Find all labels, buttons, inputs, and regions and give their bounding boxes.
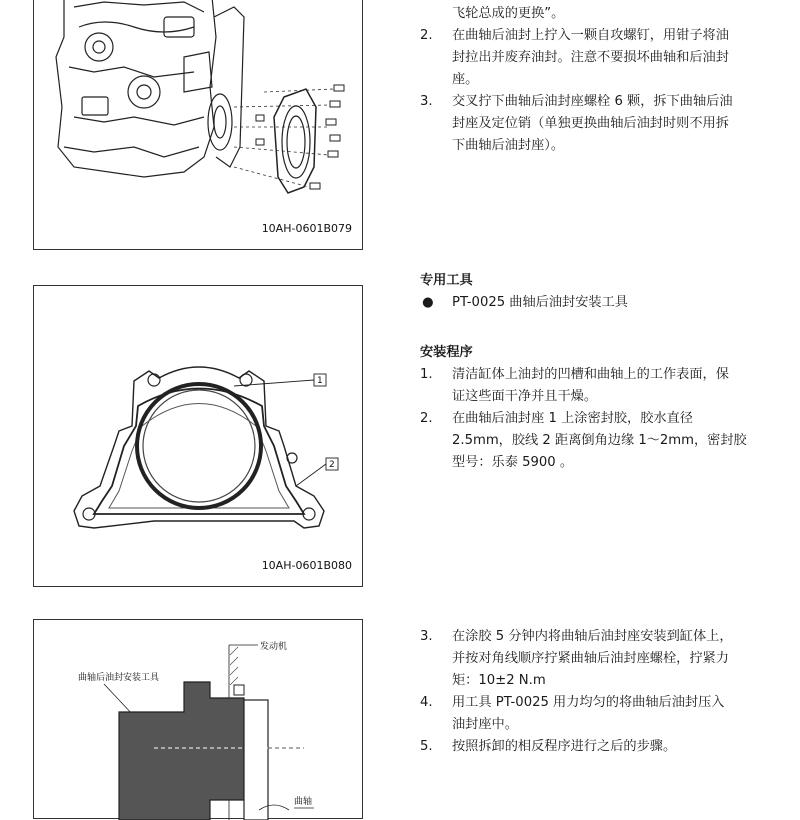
removal-step-3: 3. 交叉拧下曲轴后油封座螺栓 6 颗，拆下曲轴后油 封座及定位销（单独更换曲轴后油封时则不用拆 下曲轴后油封座）。 (420, 94, 733, 153)
figure-caption: 10AH-0601B080 (261, 559, 352, 572)
install-step-5: 5. 按照拆卸的相反程序进行之后的步骤。 (420, 739, 677, 754)
figure-caption: 10AH-0601B079 (261, 222, 352, 235)
tool-item: ● PT-0025 曲轴后油封安装工具 (420, 292, 780, 314)
figure-seal-seat (33, 285, 363, 587)
bullet-icon: ● (422, 295, 434, 310)
install-heading: 安装程序 (420, 345, 473, 360)
callout-1: 1 (317, 376, 323, 386)
figure-engine-block (33, 0, 363, 250)
install-section-continued (420, 626, 780, 758)
install-step-3: 3. 在涂胶 5 分钟内将曲轴后油封座安装到缸体上， 并按对角线顺序拧紧曲轴后油封座螺栓，拧紧力 矩：10±2 N.m (420, 629, 733, 688)
removal-step-2: 2. 在曲轴后油封上拧入一颗自攻螺钉，用钳子将油 封拉出并废弃油封。注意不要损坏曲轴和后油封 座。 (420, 28, 729, 87)
callout-2: 2 (329, 460, 335, 470)
install-step-4: 4. 用工具 PT-0025 用力均匀的将曲轴后油封压入 油封座中。 (420, 695, 725, 732)
install-step-1: 1. 清洁缸体上油封的凹槽和曲轴上的工作表面，保 证这些面干净并且干燥。 (420, 367, 729, 404)
seal-seat-illustration (34, 286, 364, 588)
figure-install-tool (33, 619, 363, 819)
label-tool: 曲轴后油封安装工具 (78, 673, 160, 683)
removal-steps-continued (420, 3, 780, 157)
label-crank: 曲轴 (294, 797, 313, 807)
special-tools-heading: 专用工具 (420, 273, 473, 288)
engine-block-illustration (34, 0, 364, 251)
install-step-2: 2. 在曲轴后油封座 1 上涂密封胶，胶水直径 2.5mm，胶线 2 距离倒角边缘 1～2mm，密封胶 型号：乐泰 5900 。 (420, 411, 747, 470)
install-section (420, 342, 780, 474)
install-tool-illustration (34, 620, 364, 820)
partial-line: 飞轮总成的更换”。 (452, 6, 565, 21)
special-tools-section (420, 270, 780, 314)
label-engine: 发动机 (260, 642, 288, 652)
